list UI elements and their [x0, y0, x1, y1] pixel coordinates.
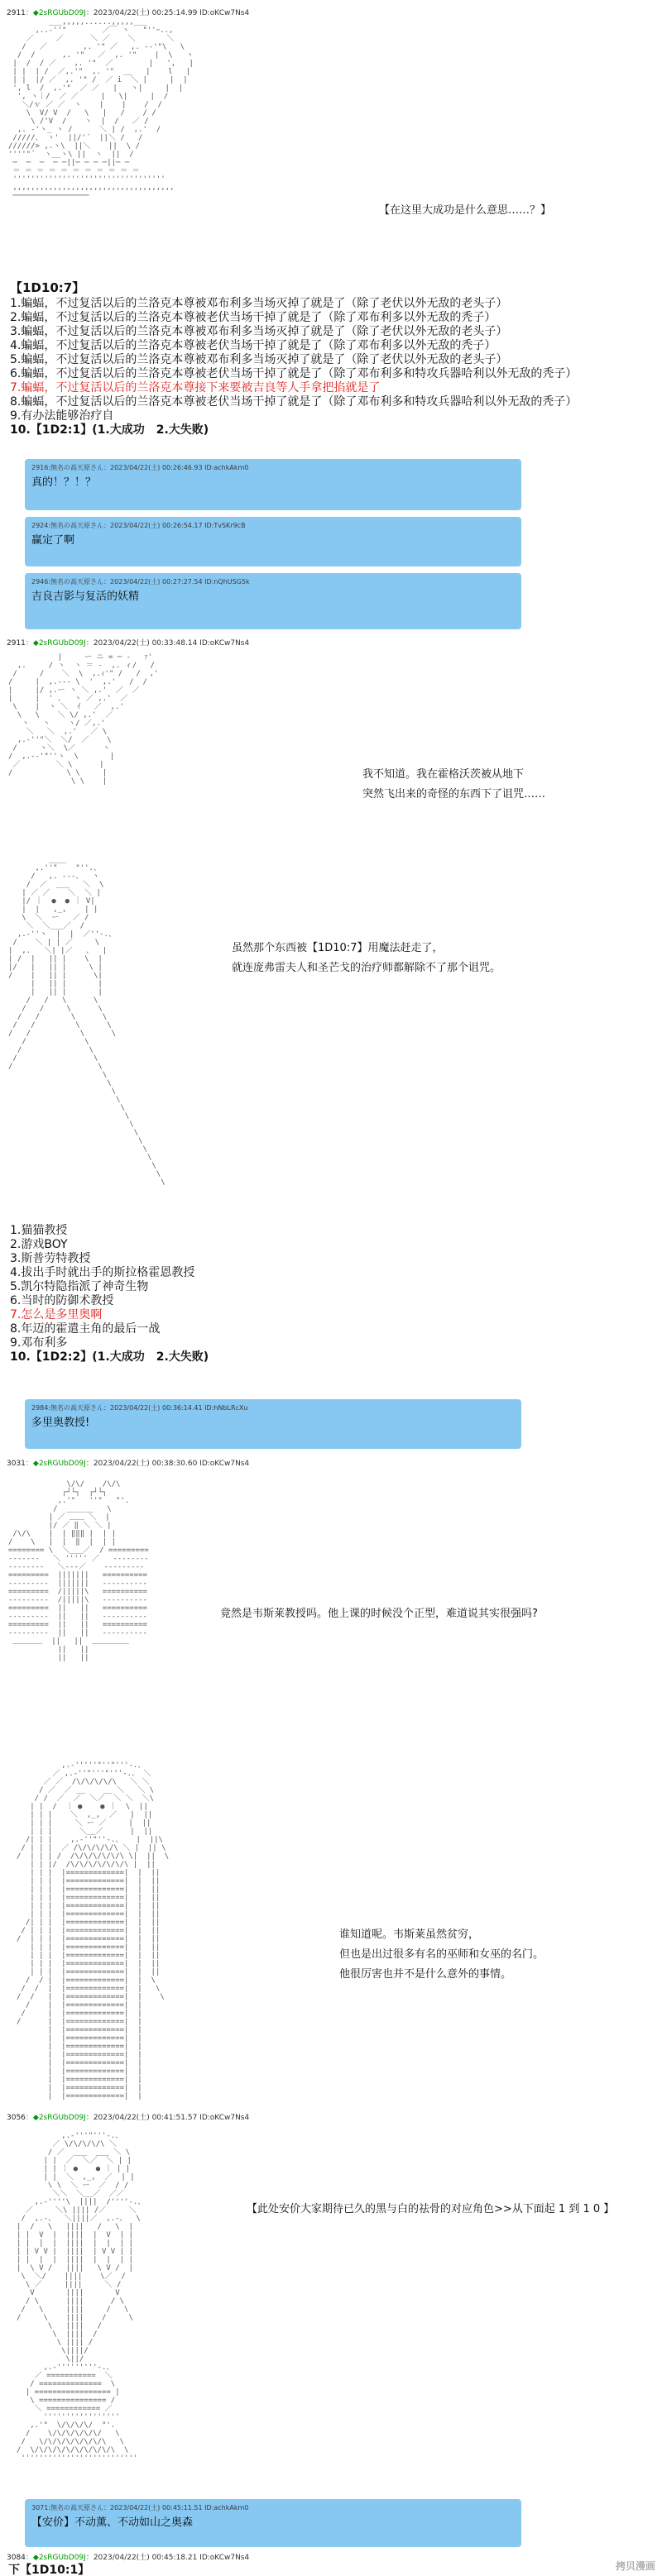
post-date: ：2023/04/22(土) 00:25:14.99 ID:oKCw7Ns4 — [85, 9, 250, 17]
footer-dice-line: 下【1D10:1】 — [8, 2564, 90, 2576]
list-item: 8.年迈的霍遣主角的最后一战 — [10, 1322, 161, 1336]
post-number[interactable]: 2911 — [7, 9, 26, 17]
list-item: 10.【1D2:1】(1.大成功 2.大失败) — [10, 423, 209, 437]
reply-post[interactable] — [25, 459, 521, 510]
list-item: 1.猫猫教授 — [10, 1224, 68, 1237]
post-header — [7, 1457, 249, 1468]
list-item: 6.蝙蝠，不过复活以后的兰洛克本尊被老伏当场干掉了就是了（除了邓布利多和特攻兵器哈利以外无敌的秃子） — [10, 367, 578, 380]
list-item-selected: 7.蝙蝠，不过复活以后的兰洛克本尊接下来要被吉良等人手拿把掐就是了 — [10, 381, 381, 394]
poster-name: ：◆2sRGUbD09J — [25, 639, 86, 648]
list-item: 9.有办法能够治疗自 — [10, 409, 114, 423]
list-item-selected: 7.怎么是多里奥啊 — [10, 1308, 103, 1321]
list-item: 4.拔出手时就出手的斯拉格霍恩教授 — [10, 1266, 195, 1279]
list-item: 4.蝙蝠，不过复活以后的兰洛克本尊被老伏当场干掉了就是了（除了邓布利多以外无敌的秃子） — [10, 339, 496, 352]
reply-message: 多里奥教授! — [31, 1417, 90, 1429]
watermark-logo: 拷贝漫画 — [615, 2560, 655, 2572]
reply-post[interactable] — [25, 517, 521, 566]
ascii-art-figure: \/\/ /\/\ ┌┘└┐ ┌┘└┐ ,.'" ''" "'. / ______ \ | ／ ＿＿ ＼ | |/ ／ ‖ ＼ ＼ | /\/\ | | ‖‖‖ | | | / \ | | ‖ | | | ======== \ ＼___／ / ========= ------- ＼ ''''' ／ -------- -------- ＼---／ --------- ========= ||||||| ========== --------- ||||||| ---------- ========= /|||||\ ========== --------- /|||||\ ---------- ========= || || ========== --------- || || ---------- ========= || || ========== --------- || || ---------- ＿＿＿＿ || || ＿＿＿＿＿ || || || || — [8, 1480, 149, 1662]
list-item: 10.【1D2:2】(1.大成功 2.大失败) — [10, 1350, 209, 1364]
reply-meta: 2946:無名の高天原さん：2023/04/22(土) 00:27:27.54 ID:nQhUSG5k — [31, 578, 250, 585]
list-item: 5.凯尔特隐指派了神奇生物 — [10, 1280, 149, 1293]
ascii-art-figure: ,.-'''''"''"'''-.、 ／ ,.-''"'''"'''-.、 ＼ ／ ／ /\/\/\/\/\ ＼ ＼ / ／ ／ __ __ ＼ ＼ \ / / ／ ／ ＼／ ＼ ＼ ＼\ | | / ｜ ● ● ｜ \ || | | | ＼ ,_, ／ | || | | | ＼ ー ／ | || | | | ＼__／ | || /| | | ,.-''"''-.、 | ||\ / | | | ／ /\/\/\/\/\ ＼ | || \ / | | | / /\/\/\/\/\/\ \| || \ | | |/ /\/\/\/\/\/\/\ | || | | | |=============| | || | | | |=============| | || | | | |=============| | || | | | |=============| | || | | | |=============| | || | | | |=============| | || /| | | |=============| | || / | | | |=============| | || / | | | |=============| | || | | | |=============| | || | | | |=============| | || | | | |=============| | || | | | |=============| | || / / | |=============| | \ / / | |=============| | \ / / | |=============| | \ / | |=============| | / | |=============| | / | |=============| | | |=============| | | |=============| | | |=============| | | |=============| | | |=============| | | |=============| | | |=============| | | |=============| | | |=============| | — [17, 1761, 170, 2100]
list-item: 3.斯普劳特教授 — [10, 1252, 91, 1265]
reply-message: 真的！？！？ — [31, 476, 97, 489]
ascii-art-figure: ____ ,.''" "''.、 / ,. ‐‐-、 ヽ / ／ ___ ＼ \ | ／ ／ ＼ ＼ | |/ ｜ ● ● ｜ V| | | ,_, | | \ ＼ ー ／ / ＼ ＼___／ / ,.-''ヽ | | ／''-.、 / ＼ | | ／ \ | ,. ＼| |／ 、 | | / | || | \ | |/ | || | \ | / | || | \| | || | | | || | | / / \ \ / / \ \ / / \ \ / / \ \ / / \ \ / \ / \ / \ / \ \ \ \ \ \ \ \ \ \ \ \ \ \ \ — [8, 856, 166, 1187]
poster-name: ：◆2sRGUbD09J — [25, 1460, 86, 1468]
post-date: ：2023/04/22(土) 00:45:18.21 ID:oKCw7Ns4 — [85, 2554, 250, 2562]
speech-text: 【此处安价大家期待已久的黑与白的祛骨的对应角色>>从下面起 1 到 1 0 】 — [247, 2203, 615, 2215]
speech-text: 【在这里大成功是什么意思……？】 — [379, 204, 552, 217]
list-title: 【1D10:7】 — [10, 280, 85, 295]
post-header — [7, 637, 249, 648]
list-item: 2.游戏BOY — [10, 1238, 68, 1251]
list-item: 2.蝙蝠，不过复活以后的兰洛克本尊被老伏当场干掉了就是了（除了邓布利多以外无敌的秃子） — [10, 311, 496, 324]
reply-message: 【安价】不动薰、不动如山之奥森 — [31, 2516, 194, 2529]
post-number[interactable]: 3056 — [7, 2114, 26, 2122]
speech-text: 虽然那个东西被【1D10:7】用魔法赶走了， 就连庞弗雷夫人和圣芒戈的治疗师都解除不了那个诅咒。 — [232, 942, 501, 974]
post-date: ：2023/04/22(土) 00:38:30.60 ID:oKCw7Ns4 — [85, 1460, 250, 1468]
dice-result-list — [10, 281, 577, 437]
reply-message: 赢定了啊 — [31, 534, 75, 547]
speech-text: 谁知道呢。韦斯莱虽然贫穷， 但也是出过很多有名的巫师和女巫的名门。 他很厉害也并不是什么意外的事情。 — [339, 1928, 544, 1981]
post-date: ：2023/04/22(土) 00:33:48.14 ID:oKCw7Ns4 — [85, 639, 250, 648]
speech-text: 我不知道。我在霍格沃茨被从地下 突然飞出来的奇怪的东西下了诅咒…… — [362, 768, 546, 801]
poster-name: ：◆2sRGUbD09J — [25, 2114, 86, 2122]
list-item: 3.蝙蝠，不过复活以后的兰洛克本尊被邓布利多当场灭掉了就是了（除了老伏以外无敌的老头子） — [10, 325, 508, 338]
list-item: 5.蝙蝠，不过复活以后的兰洛克本尊被邓布利多当场灭掉了就是了（除了老伏以外无敌的老头子） — [10, 353, 508, 366]
reply-message: 吉良吉影与复活的妖精 — [31, 590, 140, 603]
ascii-art-figure: ___,,,,,......,,,,,___ ,..-''" ／￣ ヽ "''ｰ.., ／ ／ ＼ ／ ＼ ＼ / ／ ,. '" ／ ,. -‐'"\ \ / / ,. '" ／ ,. '" | \ ヽ | / / ／ ,. '" ／ | ', | | | | / ／,.'" ,. '" __ | l | | | |/ ／ ,. '" / ／ i ＼ | | | ', l / ,.'" ／ ／ | ヽ| | | ', ヽ｜/ ／ ／ | \| | / ＼/ｖ ／ ／ ヽ | | / / \ V/ V / \ | / / / \ /'V / ヽ | / ／ / ,. -'ヽ_ ヽ / ＼ | / ,.' / /////、 ヽ' ||/'´ ||＼ / / //////> ,.ヽ\ ||＼ || \ / ''''"´ ヽ__ヽ\ || ヽ || / ─ ─ ─ ─ ─||─ ─ ─ ─||─ ─ ＝ ＝ ＝ ＝ ＝ ＝ ＝ ＝ ＝ ＝ ＝ '''''''''''''''''''''''''''''''''' ,,,,,,,,,,,,,,,,,,,,,,,,,,,,,,,,,,,, ───────────────── — [8, 18, 194, 200]
post-header — [7, 7, 249, 17]
poster-name: ：◆2sRGUbD09J — [25, 9, 86, 17]
speech-text: 竟然是韦斯莱教授吗。他上课的时候没个正型，难道说其实很强吗? — [220, 1608, 538, 1620]
list-item: 8.蝙蝠，不过复活以后的兰洛克本尊被老伏当场干掉了就是了（除了邓布利多和特攻兵器哈利以外无敌的秃子） — [10, 395, 578, 409]
post-number[interactable]: 3084 — [7, 2554, 26, 2562]
post-header — [7, 2111, 249, 2122]
list-item: 9.邓布利多 — [10, 1336, 68, 1350]
reply-meta: 3071:無名の高天原さん：2023/04/22(土) 00:45:11.51 ID:achkAkm0 — [31, 2504, 249, 2511]
reply-meta: 2984:無名の高天原さん：2023/04/22(土) 00:36:14.41 ID:hNbLRcXu — [31, 1404, 248, 1412]
post-number[interactable]: 3031 — [7, 1460, 26, 1468]
reply-post[interactable] — [25, 573, 521, 629]
dice-result-list — [10, 1224, 209, 1364]
list-item: 1.蝙蝠，不过复活以后的兰洛克本尊被邓布利多当场灭掉了就是了（除了老伏以外无敌的老头子） — [10, 297, 508, 310]
reply-meta: 2924:無名の高天原さん：2023/04/22(土) 00:26:54.17 ID:TvSKr9cB — [31, 522, 246, 529]
post-date: ：2023/04/22(土) 00:41:51.57 ID:oKCw7Ns4 — [85, 2114, 250, 2122]
ascii-art-figure: | ー ニ = ─ - ｧ' ,. / ヽ ヽ ＝ ‐ ,. ィ/ / / / ＼ \ ,.ｨ'" / / ,' / | ,.-‐- \ ' ,.' / / | |/ ,.ー ヽ ＼ ,.' ／ ／ | | ' 、 ヽ ／ ,.' ／ \ | ヽ ＼ ｲ ／ ,.' \ \ ＼ \/ ,.' ／ ヽ ヽ ヽ/ ／,.' ＼ ＼ ,.' ／ \ ,.-''"＼ ＼/ ／ \ / ヽ＼ \／ ヽ / ,.-‐'"''ヽ \ | ／ ＼ \ | / \ \ | \ \ | — [8, 653, 159, 786]
reply-meta: 2916:無名の高天原さん：2023/04/22(土) 00:26:46.93 ID:achkAkm0 — [31, 464, 249, 471]
reply-post[interactable] — [25, 2499, 521, 2547]
ascii-art-figure: ,.-'''"'''-.、 ／ \/\/\/\/\ ＼ / ／ ___ ___ ＼ \ | | ／ ＼／ ＼ | | | | ｜ ● ● ｜ | | | | ＼ ,_, ／ | | \ \ ＼ ー ／ / / ＼＼ ＼__／ ／／ ,.-''''\ |||| /''''-.、 ／ ＼\ |||| /／ ＼ / ,.-、 ＼||||／ ,.-、 \ | / \ |||| / \ | | | V | |||| | V | | | | | | |||| | | | | | | V V | |||| | V V | | | | | | |||| | | | | | \ V / |||| \ V / | \ ＼/ |||| \／ / \ ／ |||| ＼ / V |||| V / \ |||| / \ / \ |||| / \ / \ |||| / \ \ |||| / \ |||| / \ |||| / \||||/ \||/ ,.-'''''''''-.、 ／ =========== ＼ / ============== \ | ================= | \ =============== / ＼ ============ ／ ''''''''''''''''' ,.'" \/\/\/\/ "'. / \/\/\/\/\/\/ \ / \/\/\/\/\/\/\/\ \ / \/\/\/\/\/\/\/\/\/\ \ '''''''''''''''''''''''''' — [17, 2132, 146, 2463]
list-item: 6.当时的防御术教授 — [10, 1294, 114, 1307]
post-number[interactable]: 2911 — [7, 639, 26, 648]
poster-name: ：◆2sRGUbD09J — [25, 2554, 86, 2562]
reply-post[interactable] — [25, 1399, 521, 1449]
